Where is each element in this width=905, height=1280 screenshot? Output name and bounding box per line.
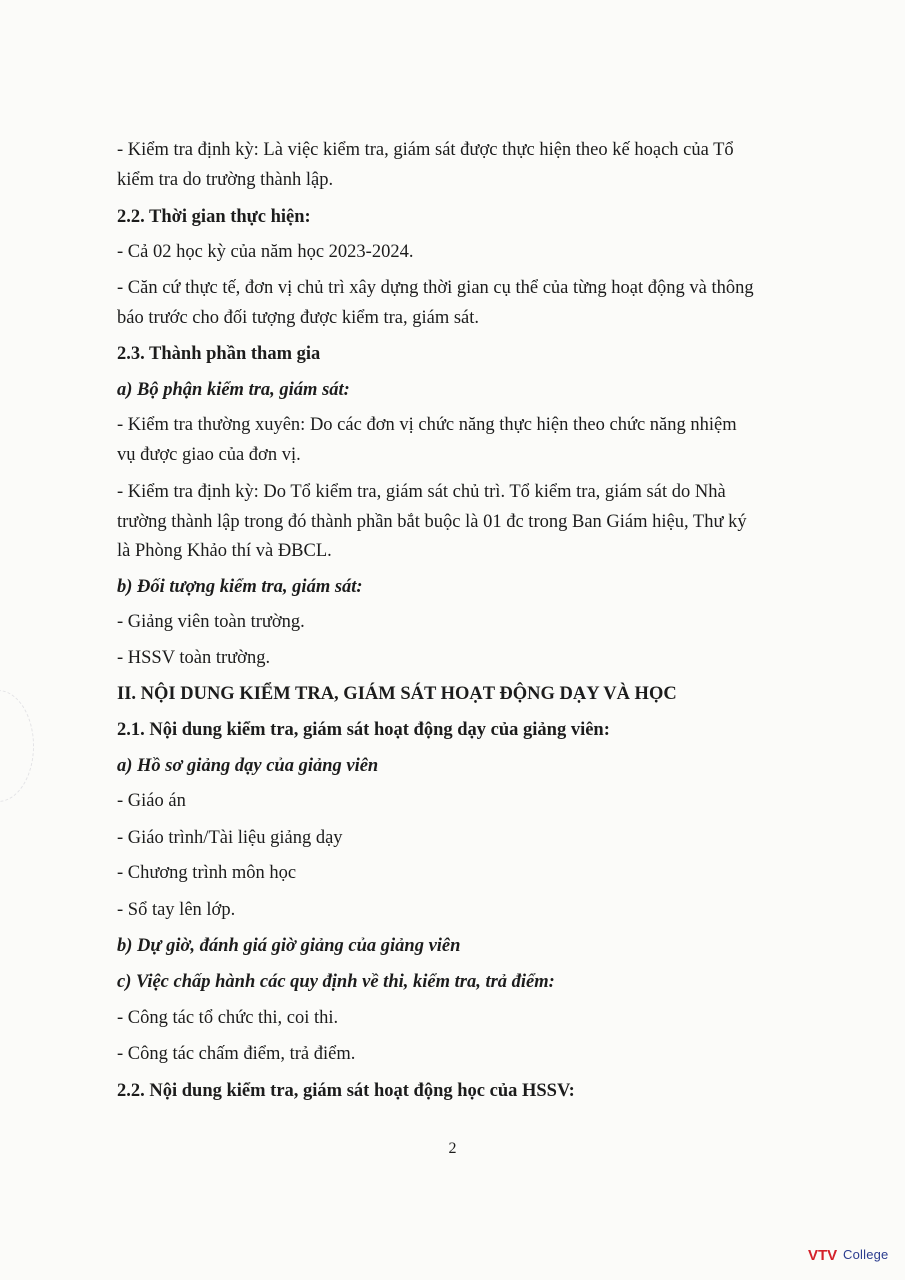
watermark-text: College [843, 1246, 889, 1262]
text-line: - Căn cứ thực tế, đơn vị chủ trì xây dựng thời gian cụ thể của từng hoạt động và thông [117, 278, 754, 298]
text-line: - Giáo trình/Tài liệu giảng dạy [117, 828, 343, 848]
text-line: - Kiểm tra định kỳ: Do Tổ kiểm tra, giám sát chủ trì. Tổ kiểm tra, giám sát do Nhà [117, 482, 726, 502]
page-number: 2 [448, 1140, 457, 1157]
section-heading: 2.2. Thời gian thực hiện: [117, 207, 311, 227]
subsection-heading: a) Bộ phận kiểm tra, giám sát: [117, 380, 350, 400]
text-line: - Giáo án [117, 791, 186, 811]
text-line: - Công tác tổ chức thi, coi thi. [117, 1008, 339, 1028]
section-heading: 2.3. Thành phần tham gia [117, 344, 321, 364]
vtv-logo-icon [808, 1244, 842, 1264]
subsection-heading: b) Đối tượng kiểm tra, giám sát: [117, 577, 363, 597]
text-line: - HSSV toàn trường. [117, 648, 271, 668]
text-line: - Kiểm tra định kỳ: Là việc kiểm tra, giám sát được thực hiện theo kế hoạch của Tổ [117, 140, 734, 160]
text-line: - Công tác chấm điểm, trả điểm. [117, 1044, 356, 1064]
text-line: trường thành lập trong đó thành phần bắt buộc là 01 đc trong Ban Giám hiệu, Thư ký [117, 512, 747, 532]
chapter-heading: II. NỘI DUNG KIỂM TRA, GIÁM SÁT HOẠT ĐỘNG DẠY VÀ HỌC [117, 684, 677, 704]
subsection-heading: b) Dự giờ, đánh giá giờ giảng của giảng viên [117, 936, 461, 956]
text-line: vụ được giao của đơn vị. [117, 445, 301, 465]
text-line: - Sổ tay lên lớp. [117, 900, 236, 920]
text-line: - Chương trình môn học [117, 863, 297, 883]
text-line: kiểm tra do trường thành lập. [117, 170, 334, 190]
text-line: - Kiểm tra thường xuyên: Do các đơn vị chức năng thực hiện theo chức năng nhiệm [117, 415, 737, 435]
section-heading: 2.2. Nội dung kiểm tra, giám sát hoạt động học của HSSV: [117, 1081, 575, 1101]
subsection-heading: a) Hồ sơ giảng dạy của giảng viên [117, 756, 379, 776]
section-heading: 2.1. Nội dung kiểm tra, giám sát hoạt động dạy của giảng viên: [117, 720, 610, 740]
stamp-edge [0, 690, 34, 802]
watermark-logo [808, 1243, 889, 1265]
text-line: - Cả 02 học kỳ của năm học 2023-2024. [117, 242, 414, 262]
text-line: - Giảng viên toàn trường. [117, 612, 305, 632]
vtv-logo-text: VTV [808, 1247, 838, 1264]
subsection-heading: c) Việc chấp hành các quy định về thi, kiểm tra, trả điểm: [117, 972, 555, 992]
text-line: báo trước cho đối tượng được kiểm tra, giám sát. [117, 308, 480, 328]
text-line: là Phòng Khảo thí và ĐBCL. [117, 541, 332, 561]
